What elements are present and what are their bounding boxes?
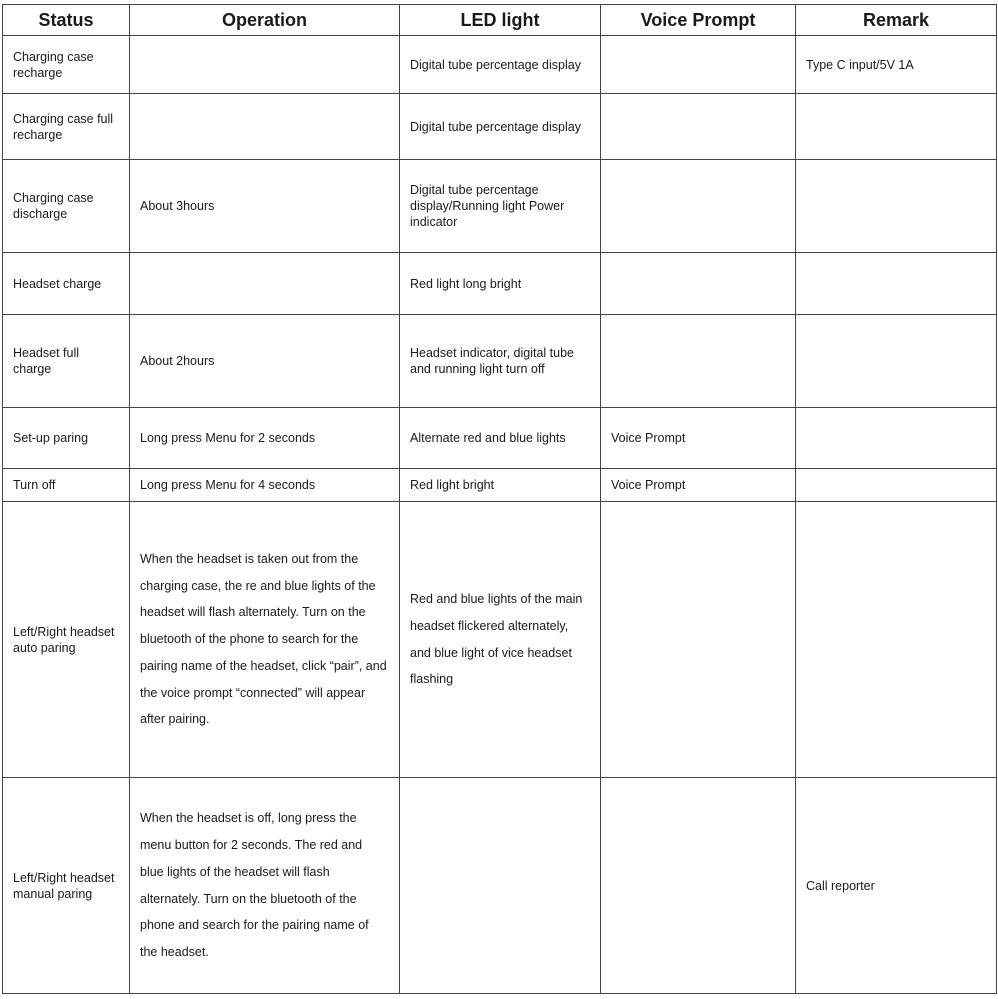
voice-cell bbox=[601, 778, 796, 994]
header-row bbox=[3, 5, 997, 36]
table-row bbox=[3, 160, 997, 253]
remark-cell bbox=[796, 469, 997, 502]
led-cell: Headset indicator, digital tube and running light turn off bbox=[400, 315, 601, 408]
table-row bbox=[3, 253, 997, 315]
remark-cell bbox=[796, 315, 997, 408]
operation-cell bbox=[130, 36, 400, 94]
status-cell: Charging case discharge bbox=[3, 160, 130, 253]
led-cell: Digital tube percentage display bbox=[400, 94, 601, 160]
remark-cell bbox=[796, 160, 997, 253]
table-row bbox=[3, 778, 997, 994]
table-row bbox=[3, 408, 997, 469]
header-voice: Voice Prompt bbox=[601, 5, 796, 36]
operation-cell: When the headset is off, long press the menu button for 2 seconds. The red and blue lights of the headset will flash alternately. Turn on the bluetooth of the phone and search for the pairing name of the headset. bbox=[130, 778, 400, 994]
led-cell bbox=[400, 778, 601, 994]
header-remark: Remark bbox=[796, 5, 997, 36]
remark-cell bbox=[796, 253, 997, 315]
operation-cell bbox=[130, 253, 400, 315]
voice-cell bbox=[601, 315, 796, 408]
voice-cell: Voice Prompt bbox=[601, 408, 796, 469]
table-row bbox=[3, 94, 997, 160]
led-cell: Red light long bright bbox=[400, 253, 601, 315]
led-cell: Red and blue lights of the main headset flickered alternately, and blue light of vice headset flashing bbox=[400, 502, 601, 778]
operation-cell bbox=[130, 94, 400, 160]
voice-cell bbox=[601, 502, 796, 778]
voice-cell bbox=[601, 94, 796, 160]
operation-cell: Long press Menu for 2 seconds bbox=[130, 408, 400, 469]
status-cell: Left/Right headset auto paring bbox=[3, 502, 130, 778]
voice-cell bbox=[601, 253, 796, 315]
led-cell: Red light bright bbox=[400, 469, 601, 502]
status-cell: Charging case full recharge bbox=[3, 94, 130, 160]
status-cell: Headset full charge bbox=[3, 315, 130, 408]
table-row bbox=[3, 469, 997, 502]
table-row bbox=[3, 36, 997, 94]
remark-cell: Type C input/5V 1A bbox=[796, 36, 997, 94]
function-table bbox=[2, 4, 997, 994]
remark-cell: Call reporter bbox=[796, 778, 997, 994]
led-cell: Alternate red and blue lights bbox=[400, 408, 601, 469]
status-cell: Headset charge bbox=[3, 253, 130, 315]
status-cell: Left/Right headset manual paring bbox=[3, 778, 130, 994]
operation-cell: Long press Menu for 4 seconds bbox=[130, 469, 400, 502]
header-status: Status bbox=[3, 5, 130, 36]
voice-cell: Voice Prompt bbox=[601, 469, 796, 502]
status-cell: Turn off bbox=[3, 469, 130, 502]
remark-cell bbox=[796, 94, 997, 160]
voice-cell bbox=[601, 36, 796, 94]
remark-cell bbox=[796, 502, 997, 778]
voice-cell bbox=[601, 160, 796, 253]
table-row bbox=[3, 315, 997, 408]
header-operation: Operation bbox=[130, 5, 400, 36]
header-led: LED light bbox=[400, 5, 601, 36]
operation-cell: About 3hours bbox=[130, 160, 400, 253]
operation-cell: When the headset is taken out from the charging case, the re and blue lights of the headset will flash alternately. Turn on the bluetooth of the phone to search for the pairing name of the headset, click “pair”, and the voice prompt “connected” will appear after pairing. bbox=[130, 502, 400, 778]
status-cell: Set-up paring bbox=[3, 408, 130, 469]
remark-cell bbox=[796, 408, 997, 469]
led-cell: Digital tube percentage display/Running light Power indicator bbox=[400, 160, 601, 253]
table-row bbox=[3, 502, 997, 778]
status-cell: Charging case recharge bbox=[3, 36, 130, 94]
operation-cell: About 2hours bbox=[130, 315, 400, 408]
led-cell: Digital tube percentage display bbox=[400, 36, 601, 94]
